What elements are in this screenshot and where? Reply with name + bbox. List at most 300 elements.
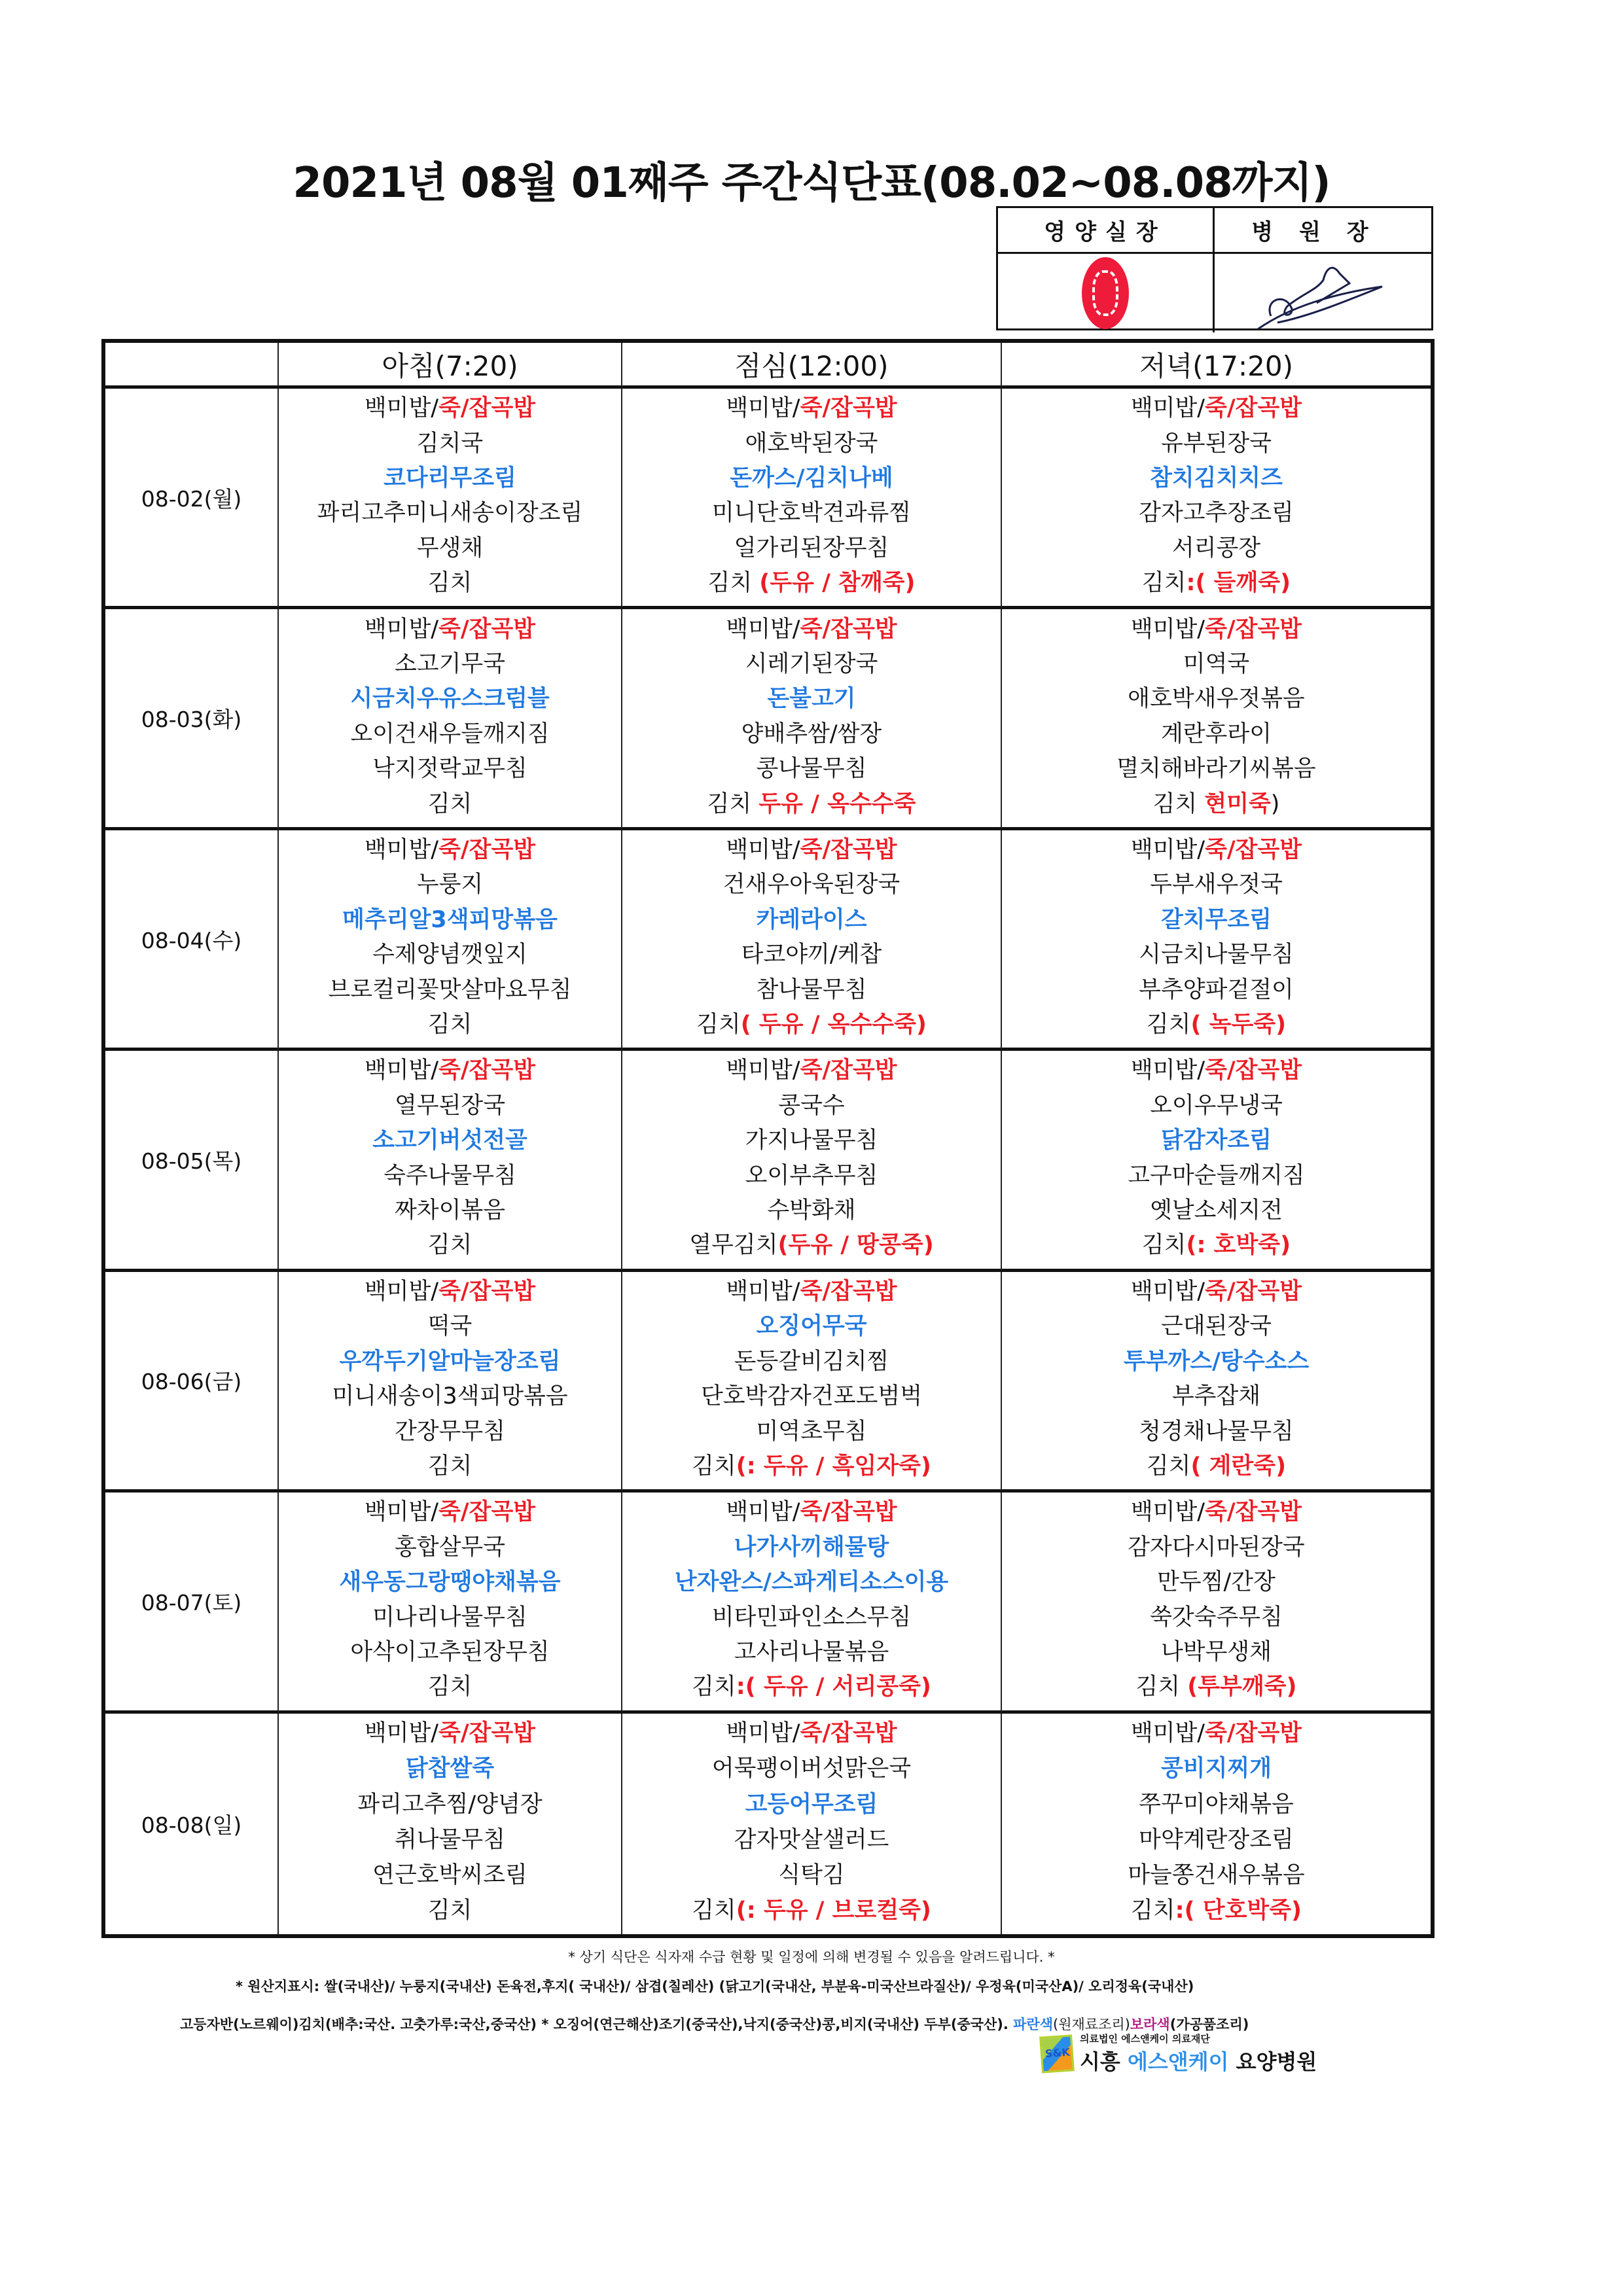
porridge-option-text: (: 두유 / 브로컬죽) [736, 1898, 931, 1924]
menu-item [1161, 1315, 1272, 1338]
menu-item [1123, 1348, 1310, 1375]
porridge-option-text: ( 녹두죽) [1190, 1012, 1287, 1038]
menu-item [1150, 874, 1283, 896]
dish-text: 김치 [427, 790, 473, 817]
dish-text: 김치 [1146, 1453, 1191, 1479]
dish-text: 김치 [1146, 1012, 1191, 1038]
menu-item [428, 572, 473, 595]
porridge-option-text: 죽/잡곡밥 [1205, 1499, 1302, 1526]
main-dish-text: 참치김치치즈 [1150, 465, 1283, 491]
dish-text: 시레기된장국 [745, 651, 878, 677]
menu-item [350, 720, 550, 747]
dish-text: 미역초무침 [756, 1418, 867, 1445]
sk-logo-icon: S&K [1039, 2034, 1075, 2073]
porridge-option-text: (두유 / 참깨죽) [759, 570, 916, 597]
dish-text: 아삭이고추된장무침 [350, 1638, 550, 1665]
dish-text: 백미밥/ [1130, 1499, 1205, 1526]
dish-text: 쑥갓숙주무침 [1150, 1604, 1283, 1631]
menu-item [1160, 1638, 1272, 1665]
dish-text: 김치 [427, 1674, 473, 1701]
menu-item [357, 1793, 542, 1816]
menu-item [734, 1536, 889, 1559]
main-dish-text: 닭감자조림 [1160, 1127, 1272, 1154]
dish-text: 간장무무침 [394, 1418, 506, 1445]
porridge-option-text: 죽/잡곡밥 [1205, 1278, 1302, 1305]
main-dish-text: 난자완스/스파게티소스이용 [674, 1569, 949, 1596]
menu-item [726, 1280, 897, 1303]
menu-item [726, 1059, 897, 1082]
porridge-option-text: 죽/잡곡밥 [1205, 616, 1302, 643]
menu-item [365, 618, 535, 641]
porridge-option-text: 두유 / 옥수수죽 [758, 790, 916, 817]
porridge-option-text: 죽/잡곡밥 [438, 1278, 536, 1305]
dish-text: 백미밥/ [364, 1278, 439, 1305]
dish-text: 근대된장국 [1160, 1313, 1272, 1340]
menu-item [745, 430, 878, 457]
dish-text: 백미밥/ [726, 1499, 800, 1526]
dish-text: 백미밥/ [364, 837, 439, 864]
porridge-option-text: ( 계란죽) [1190, 1453, 1287, 1479]
porridge-option-text: 현미죽 [1204, 790, 1271, 817]
menu-item [1131, 1899, 1302, 1922]
dish-text: 떡국 [427, 1313, 473, 1340]
lunch-menu-cell [622, 1492, 1002, 1713]
menu-item [365, 839, 535, 862]
menu-item [1131, 839, 1302, 862]
dinner-menu-cell [1002, 1051, 1431, 1271]
menu-item [365, 1722, 535, 1745]
menu-item [1147, 1014, 1286, 1036]
breakfast-menu-cell [279, 609, 622, 830]
day-date-cell: 08-03(화) [105, 609, 279, 830]
legend-purple-label: 보라색 [1130, 2017, 1170, 2032]
porridge-option-text: 죽/잡곡밥 [800, 1057, 897, 1084]
approval-label-nutrition-head: 영양실장 [998, 208, 1215, 254]
menu-item [1183, 653, 1249, 676]
origin-info-line1: * 원산지표시: 쌀(국내산)/ 누룽지(국내산) 돈육전,후지( 국내산)/ 삼겹(칠레산) (닭고기(국내산, 부분육-미국산브라질산)/ 우정육(미국산A)/ 오리정육(국내산) [236, 1979, 1194, 1994]
menu-item [692, 1676, 931, 1699]
menu-item [726, 1501, 897, 1524]
dish-text: 콩나물무침 [756, 756, 867, 783]
menu-item [428, 1455, 473, 1478]
approval-label-director: 병원장 [1215, 208, 1431, 254]
header-lunch: 점심(12:00) [622, 343, 1002, 389]
menu-item [1139, 976, 1294, 1003]
dish-text: ) [1270, 790, 1280, 817]
dish-text: 김치 [427, 1453, 473, 1479]
menu-item [696, 1014, 927, 1036]
menu-item [741, 944, 882, 966]
dish-text: 식탁김 [778, 1862, 845, 1889]
lunch-menu-cell [622, 1714, 1002, 1934]
dish-text: 어묵팽이버섯맑은국 [711, 1756, 912, 1782]
logo-name-part2: 에스앤케이 [1127, 2049, 1229, 2074]
menu-item [1172, 1385, 1260, 1408]
dish-text: 취나물무침 [394, 1826, 506, 1853]
menu-item [726, 397, 897, 420]
dish-text: 짜차이볶음 [394, 1197, 506, 1224]
dish-text: 홍합살무국 [394, 1534, 506, 1561]
day-date-cell: 08-08(일) [105, 1714, 279, 1934]
menu-item [342, 906, 558, 933]
menu-item [428, 1899, 473, 1922]
dish-text: 백미밥/ [1130, 1720, 1205, 1747]
main-dish-text: 돈불고기 [767, 686, 856, 713]
menu-item [734, 1348, 889, 1375]
main-dish-text: 고등어무조림 [745, 1791, 878, 1818]
breakfast-menu-cell [279, 1272, 622, 1492]
logo-subtitle: 의료법인 에스앤케이 의료재단 [1080, 2033, 1210, 2045]
menu-item [707, 790, 916, 817]
menu-item [689, 1234, 933, 1257]
menu-item [745, 1162, 878, 1189]
menu-item [745, 1793, 878, 1816]
porridge-option-text: 죽/잡곡밥 [438, 1057, 536, 1084]
porridge-option-text: :( 들깨죽) [1186, 570, 1291, 597]
day-date-cell: 08-05(목) [105, 1051, 279, 1271]
day-date-cell: 08-04(수) [105, 830, 279, 1051]
dish-text: 쭈꾸미야채볶음 [1139, 1791, 1294, 1818]
dish-text: 백미밥/ [726, 395, 800, 422]
dish-text: 열무김치 [689, 1232, 778, 1259]
dish-text: 누룽지 [416, 872, 484, 898]
porridge-option-text: 죽/잡곡밥 [438, 395, 536, 422]
menu-item [332, 1385, 567, 1408]
porridge-option-text: (투부깨죽) [1187, 1674, 1297, 1701]
dish-text: 미나리나물무침 [372, 1604, 527, 1631]
dish-text: 김치 [1141, 570, 1186, 597]
menu-item [328, 976, 572, 1003]
menu-item [1160, 906, 1272, 933]
main-dish-text: 갈치무조림 [1160, 906, 1272, 933]
menu-item [1147, 1455, 1286, 1478]
dish-text: 백미밥/ [726, 1057, 800, 1084]
porridge-option-text: 죽/잡곡밥 [1205, 1720, 1302, 1747]
main-dish-text: 나가사끼해물탕 [734, 1534, 889, 1561]
dish-text: 백미밥/ [726, 837, 800, 864]
menu-item [1150, 1606, 1283, 1629]
menu-item [395, 653, 505, 676]
dish-text: 마약계란장조림 [1139, 1826, 1294, 1853]
dish-text: 멸치해바라기씨볶음 [1116, 756, 1316, 783]
menu-item [1152, 790, 1280, 817]
menu-item [1128, 1864, 1304, 1887]
legend-blue-desc: (원재료조리) [1053, 2017, 1130, 2032]
header-blank [105, 343, 279, 389]
dish-text: 얼가리된장무침 [734, 535, 889, 561]
menu-item [428, 1315, 473, 1338]
dish-text: 김치 [427, 1232, 473, 1259]
dish-text: 김치 [1141, 1232, 1186, 1259]
main-dish-text: 오징어무국 [756, 1313, 867, 1340]
dish-text: 김치 [692, 1898, 736, 1924]
menu-item [692, 1899, 931, 1922]
header-breakfast: 아침(7:20) [279, 343, 622, 389]
menu-item [1128, 1536, 1304, 1559]
dish-text: 양배추쌈/쌈장 [741, 720, 882, 747]
menu-item [1128, 688, 1304, 711]
porridge-option-text: 죽/잡곡밥 [800, 1278, 897, 1305]
dish-text: 김치 [1135, 1674, 1188, 1701]
main-dish-text: 투부까스/탕수소스 [1123, 1348, 1310, 1375]
menu-item [383, 1162, 516, 1189]
dish-text: 미니단호박견과류찜 [711, 500, 912, 527]
menu-item [701, 1385, 922, 1408]
dish-text: 청경채나물무침 [1139, 1418, 1294, 1445]
lunch-menu-cell [622, 1051, 1002, 1271]
dish-text: 부추양파겉절이 [1139, 976, 1294, 1003]
dish-text: 돈등갈비김치찜 [734, 1348, 889, 1375]
dish-text: 백미밥/ [1130, 616, 1205, 643]
dish-text: 타코야끼/케찹 [741, 942, 882, 968]
lunch-menu-cell [622, 389, 1002, 609]
menu-item [394, 1092, 506, 1119]
dish-text: 옛날소세지전 [1150, 1197, 1283, 1224]
menu-item [692, 1455, 931, 1478]
menu-item [756, 976, 867, 1003]
dish-text: 꽈리고추미니새송이장조림 [317, 500, 583, 527]
menu-item [1131, 1501, 1302, 1524]
dish-text: 마늘쫑건새우볶음 [1128, 1862, 1305, 1889]
menu-item [712, 1606, 911, 1629]
breakfast-menu-cell [279, 1051, 622, 1271]
main-dish-text: 돈까스/김치나베 [730, 465, 893, 491]
menu-item [427, 790, 473, 817]
porridge-option-text: 죽/잡곡밥 [438, 1499, 536, 1526]
porridge-option-text: 죽/잡곡밥 [800, 1720, 897, 1747]
menu-item [406, 1757, 494, 1780]
menu-item [756, 906, 867, 933]
menu-item [1172, 537, 1260, 560]
menu-item [372, 758, 527, 781]
dish-text: 백미밥/ [1130, 837, 1205, 864]
breakfast-menu-cell [279, 830, 622, 1051]
dinner-menu-cell [1002, 609, 1431, 830]
main-dish-text: 메추리알3색피망볶음 [342, 906, 558, 933]
porridge-option-text: 죽/잡곡밥 [800, 837, 897, 864]
porridge-option-text: 죽/잡곡밥 [1205, 837, 1302, 864]
menu-item [1150, 467, 1283, 490]
menu-item [365, 397, 535, 420]
porridge-option-text: 죽/잡곡밥 [438, 616, 536, 643]
main-dish-text: 시금치우유스크럼블 [350, 686, 550, 713]
dinner-menu-cell [1002, 389, 1431, 609]
main-dish-text: 닭찹쌀죽 [405, 1756, 495, 1782]
dish-text: 김치 [1152, 790, 1205, 817]
dish-text: 서리콩장 [1171, 535, 1261, 561]
menu-item [395, 1199, 505, 1222]
signature-icon [1251, 254, 1395, 332]
dish-text: 김치 [696, 1012, 741, 1038]
origin-info-line2-text: 고등자반(노르웨이)김치(배추:국산. 고춧가루:국산,중국산) * 오징어(연근해산)조기(중국산),낙지(중국산)콩,비지(국내산) 두부(중국산). [180, 2017, 1014, 2032]
main-dish-text: 카레라이스 [756, 906, 867, 933]
menu-item [317, 502, 583, 525]
menu-item [726, 618, 897, 641]
dish-text: 브로컬리꽃맛살마요무침 [328, 976, 572, 1003]
porridge-option-text: :( 단호박죽) [1175, 1898, 1302, 1924]
menu-item [372, 944, 527, 966]
logo-name [1080, 2045, 1317, 2075]
menu-item [1142, 572, 1291, 595]
menu-item [767, 1199, 855, 1222]
dish-text: 계란후라이 [1160, 720, 1272, 747]
porridge-option-text: 죽/잡곡밥 [800, 616, 897, 643]
dish-text: 김치 [692, 1453, 736, 1479]
dish-text: 김치국 [416, 430, 484, 457]
porridge-option-text: :( 두유 / 서리콩죽) [736, 1674, 931, 1701]
dish-text: 백미밥/ [364, 1057, 439, 1084]
lunch-menu-cell [622, 609, 1002, 830]
main-dish-text: 소고기버섯전골 [372, 1127, 527, 1154]
change-notice: * 상기 식단은 식자재 수급 현황 및 일정에 의해 변경될 수 있음을 알려드립니다. * [568, 1949, 1055, 1965]
menu-item [741, 720, 882, 747]
approval-stamp-cell [998, 254, 1215, 332]
dish-text: 단호박감자건포도범벅 [700, 1383, 923, 1410]
dish-text: 가지나물무침 [745, 1127, 878, 1154]
day-date-cell: 08-06(금) [105, 1272, 279, 1492]
menu-item [1161, 1757, 1272, 1780]
dish-text: 콩국수 [778, 1092, 845, 1119]
dish-text: 무생채 [416, 535, 484, 561]
menu-item [734, 537, 889, 560]
menu-item [756, 1418, 867, 1445]
menu-item [1157, 1571, 1275, 1594]
porridge-option-text: 죽/잡곡밥 [800, 1499, 897, 1526]
menu-item [1139, 1418, 1294, 1445]
logo-name-part3: 요양병원 [1228, 2049, 1317, 2074]
dish-text: 백미밥/ [1130, 1278, 1205, 1305]
dish-text: 수제양념깻잎지 [372, 942, 527, 968]
menu-item [745, 1129, 878, 1152]
main-dish-text: 코다리무조림 [383, 465, 516, 491]
menu-item [372, 1606, 527, 1629]
dish-text: 수박화채 [767, 1197, 856, 1224]
dish-text: 오이우무냉국 [1150, 1092, 1283, 1119]
dish-text: 고사리나물볶음 [734, 1638, 889, 1665]
legend-purple-desc: (가공품조리) [1169, 2017, 1249, 2032]
menu-item [417, 537, 483, 560]
menu-item [1150, 1092, 1283, 1119]
dish-text: 김치 [692, 1674, 736, 1701]
porridge-option-text: 죽/잡곡밥 [1205, 1057, 1302, 1084]
menu-item [339, 1348, 561, 1375]
logo-text [1080, 2032, 1317, 2075]
menu-item [395, 1536, 505, 1559]
menu-item [350, 688, 549, 711]
porridge-option-text: (두유 / 땅콩죽) [777, 1232, 934, 1259]
porridge-option-text: 죽/잡곡밥 [438, 837, 536, 864]
menu-item [730, 467, 893, 490]
menu-item [365, 1280, 535, 1303]
menu-item [1116, 758, 1315, 781]
dish-text: 나박무생채 [1160, 1638, 1272, 1665]
dish-text: 오이건새우들깨지짐 [350, 720, 550, 747]
menu-item [708, 572, 916, 595]
menu-item [1131, 397, 1302, 420]
menu-item [350, 1638, 550, 1665]
breakfast-menu-cell [279, 389, 622, 609]
menu-item [339, 1571, 560, 1594]
dish-text: 애호박된장국 [745, 430, 878, 457]
dish-text: 연근호박씨조림 [372, 1862, 527, 1889]
dish-text: 오이부추무침 [745, 1162, 878, 1189]
dish-text: 미역국 [1183, 651, 1250, 677]
approval-box [996, 206, 1433, 330]
menu-item [1128, 1162, 1305, 1189]
dish-text: 백미밥/ [364, 1720, 439, 1747]
dish-text: 꽈리고추찜/양념장 [357, 1791, 543, 1818]
origin-info-line2 [180, 2014, 1249, 2034]
weekly-menu-table [101, 339, 1435, 1938]
menu-item [1131, 1722, 1302, 1745]
header-dinner: 저녁(17:20) [1002, 343, 1431, 389]
menu-item [734, 1826, 889, 1853]
dish-text: 부추잡채 [1171, 1383, 1261, 1410]
seal-stamp-icon [1082, 257, 1129, 329]
menu-item [372, 1864, 527, 1887]
menu-item [1142, 1234, 1291, 1257]
menu-item [1160, 720, 1272, 747]
dish-text: 백미밥/ [364, 616, 439, 643]
dish-text: 김치 [707, 790, 759, 817]
menu-item [428, 1234, 473, 1257]
menu-item [365, 1059, 535, 1082]
dish-text: 백미밥/ [1130, 395, 1205, 422]
menu-item [417, 874, 483, 896]
dish-text: 백미밥/ [726, 616, 800, 643]
menu-item [723, 874, 900, 896]
dish-text: 참나물무침 [756, 976, 867, 1003]
breakfast-menu-cell [279, 1714, 622, 1934]
menu-item [1139, 1793, 1294, 1816]
menu-item [1160, 430, 1272, 457]
lunch-menu-cell [622, 830, 1002, 1051]
menu-item [756, 758, 866, 781]
menu-item [778, 1092, 845, 1119]
dish-text: 열무된장국 [394, 1092, 506, 1119]
menu-item [712, 502, 911, 525]
menu-item [1139, 1826, 1294, 1853]
menu-item [1136, 1676, 1297, 1699]
dish-text: 숙주나물무침 [383, 1162, 516, 1189]
logo-name-part1: 시흥 [1080, 2049, 1128, 2074]
dish-text: 건새우아욱된장국 [722, 872, 901, 898]
porridge-option-text: (: 두유 / 흑임자죽) [736, 1453, 931, 1479]
dish-text: 백미밥/ [364, 395, 439, 422]
day-date-cell: 08-02(월) [105, 389, 279, 609]
dish-text: 김치 [707, 570, 760, 597]
dinner-menu-cell [1002, 1272, 1431, 1492]
dinner-menu-cell [1002, 1714, 1431, 1934]
dish-text: 낙지젓락교무침 [372, 756, 527, 783]
dish-text: 시금치나물무침 [1139, 942, 1294, 968]
menu-item [767, 688, 855, 711]
menu-item [365, 1501, 535, 1524]
dish-text: 김치 [427, 1012, 473, 1038]
dinner-menu-cell [1002, 1492, 1431, 1713]
dish-text: 유부된장국 [1160, 430, 1272, 457]
dish-text: 백미밥/ [364, 1499, 439, 1526]
menu-item [1139, 944, 1294, 966]
menu-item [778, 1864, 844, 1887]
porridge-option-text: 죽/잡곡밥 [438, 1720, 536, 1747]
approval-signature-cell [1215, 254, 1431, 332]
dish-text: 김치 [1130, 1898, 1175, 1924]
porridge-option-text: 죽/잡곡밥 [800, 395, 897, 422]
breakfast-menu-cell [279, 1492, 622, 1713]
menu-item [675, 1571, 949, 1594]
menu-item [1139, 502, 1294, 525]
